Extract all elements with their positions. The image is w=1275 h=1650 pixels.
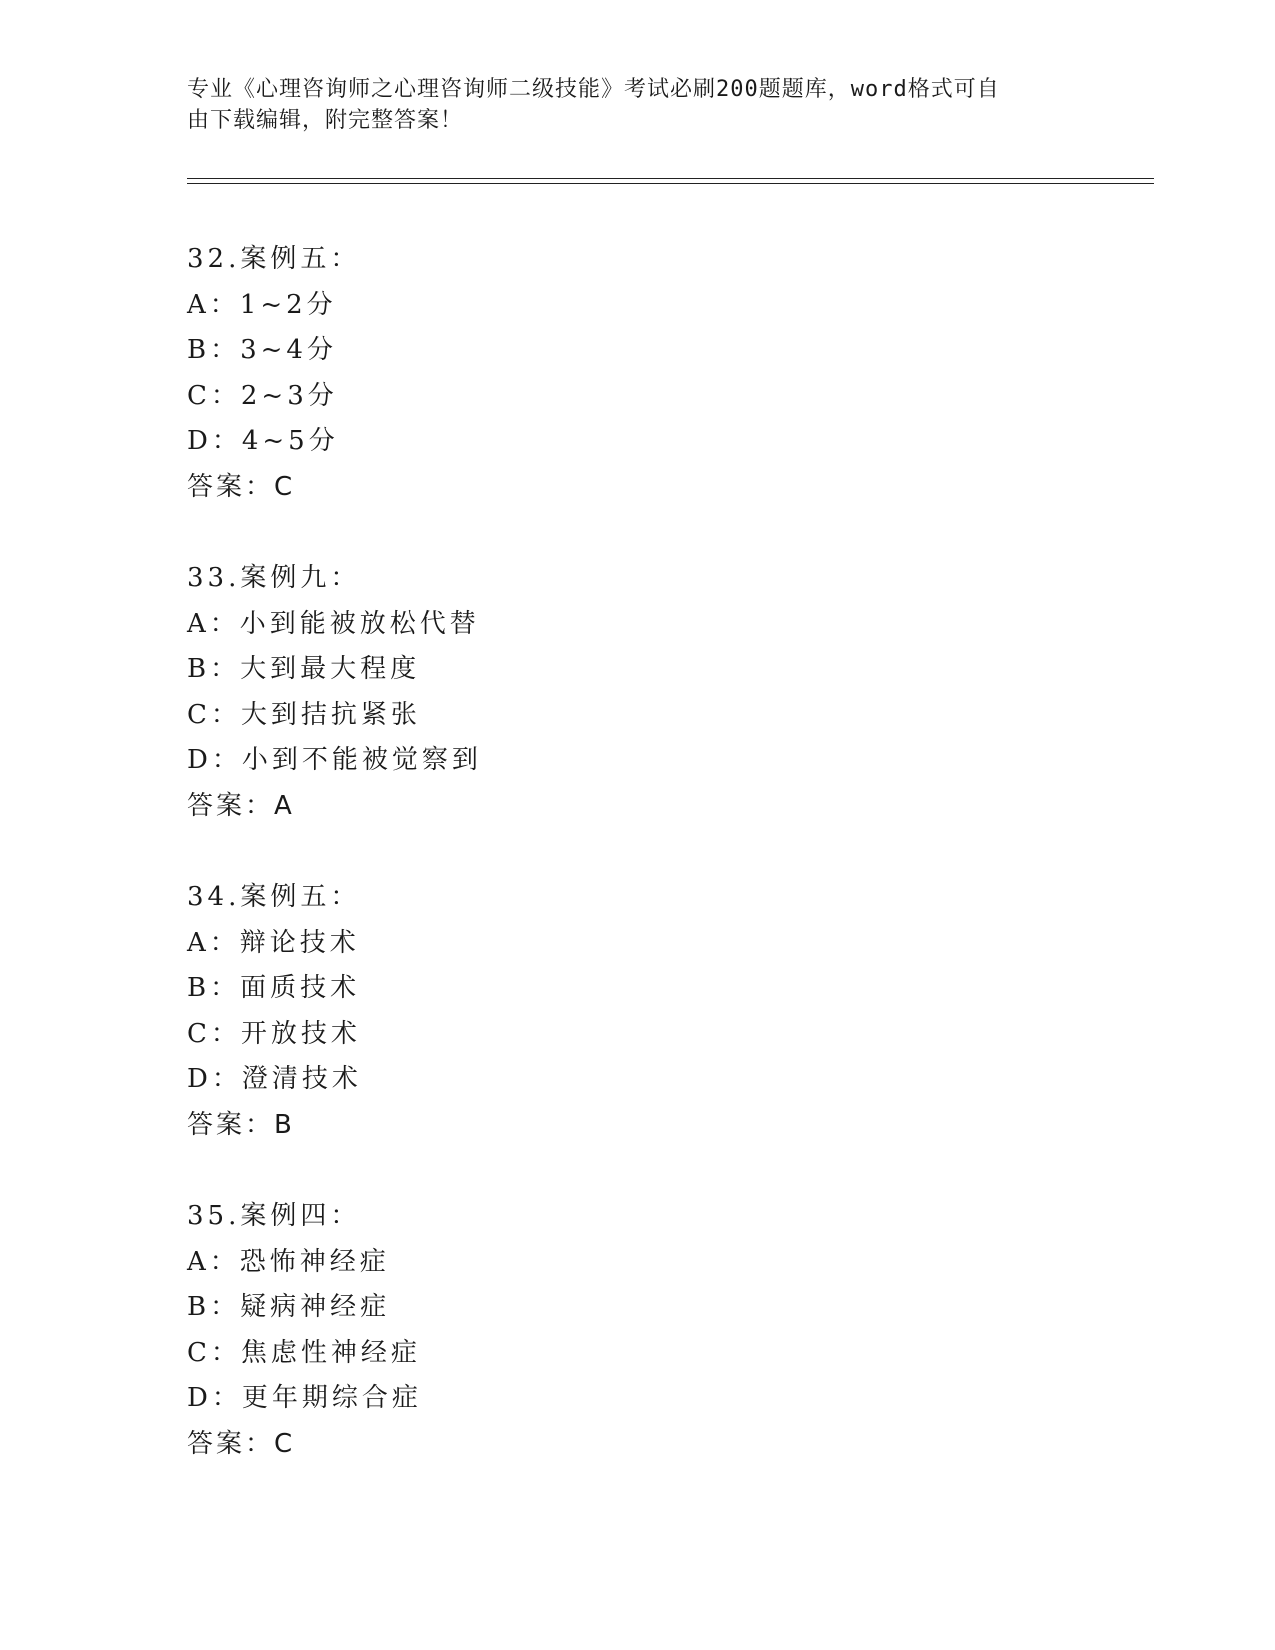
option-b: B：大到最大程度 bbox=[187, 654, 421, 684]
option-b: B：疑病神经症 bbox=[187, 1292, 391, 1322]
answer-line: 答案：B bbox=[187, 1109, 295, 1140]
question-list bbox=[187, 237, 1087, 1513]
answer-line: 答案：C bbox=[187, 471, 296, 502]
document-header bbox=[187, 74, 1067, 136]
question-item bbox=[187, 1194, 1087, 1513]
option-a: A：辩论技术 bbox=[187, 927, 360, 958]
option-d: D：澄清技术 bbox=[187, 1064, 362, 1094]
option-a: A：小到能被放松代替 bbox=[187, 608, 480, 639]
question-title: 35.案例四： bbox=[187, 1201, 361, 1231]
option-a: A：恐怖神经症 bbox=[187, 1246, 390, 1277]
option-b: B：3~4分 bbox=[187, 335, 337, 365]
answer-line: 答案：A bbox=[187, 790, 295, 821]
option-b: B：面质技术 bbox=[187, 973, 361, 1003]
option-c: C：2~3分 bbox=[187, 380, 338, 411]
option-d: D：更年期综合症 bbox=[187, 1383, 422, 1413]
option-d: D：4~5分 bbox=[187, 426, 339, 456]
option-a: A：1~2分 bbox=[187, 289, 337, 320]
question-item bbox=[187, 237, 1087, 556]
option-c: C：焦虑性神经症 bbox=[187, 1337, 421, 1368]
option-c: C：开放技术 bbox=[187, 1018, 361, 1049]
option-d: D：小到不能被觉察到 bbox=[187, 745, 482, 775]
question-title: 34.案例五： bbox=[187, 882, 361, 912]
question-item bbox=[187, 875, 1087, 1194]
question-item bbox=[187, 556, 1087, 875]
header-line-2: 由下载编辑，附完整答案！ bbox=[187, 108, 464, 133]
header-divider bbox=[187, 178, 1154, 184]
question-title: 33.案例九： bbox=[187, 563, 361, 593]
option-c: C：大到拮抗紧张 bbox=[187, 699, 421, 730]
header-line-1: 专业《心理咨询师之心理咨询师二级技能》考试必刷200题题库，word格式可自 bbox=[187, 77, 1000, 102]
answer-line: 答案：C bbox=[187, 1428, 296, 1459]
question-title: 32.案例五： bbox=[187, 244, 361, 274]
